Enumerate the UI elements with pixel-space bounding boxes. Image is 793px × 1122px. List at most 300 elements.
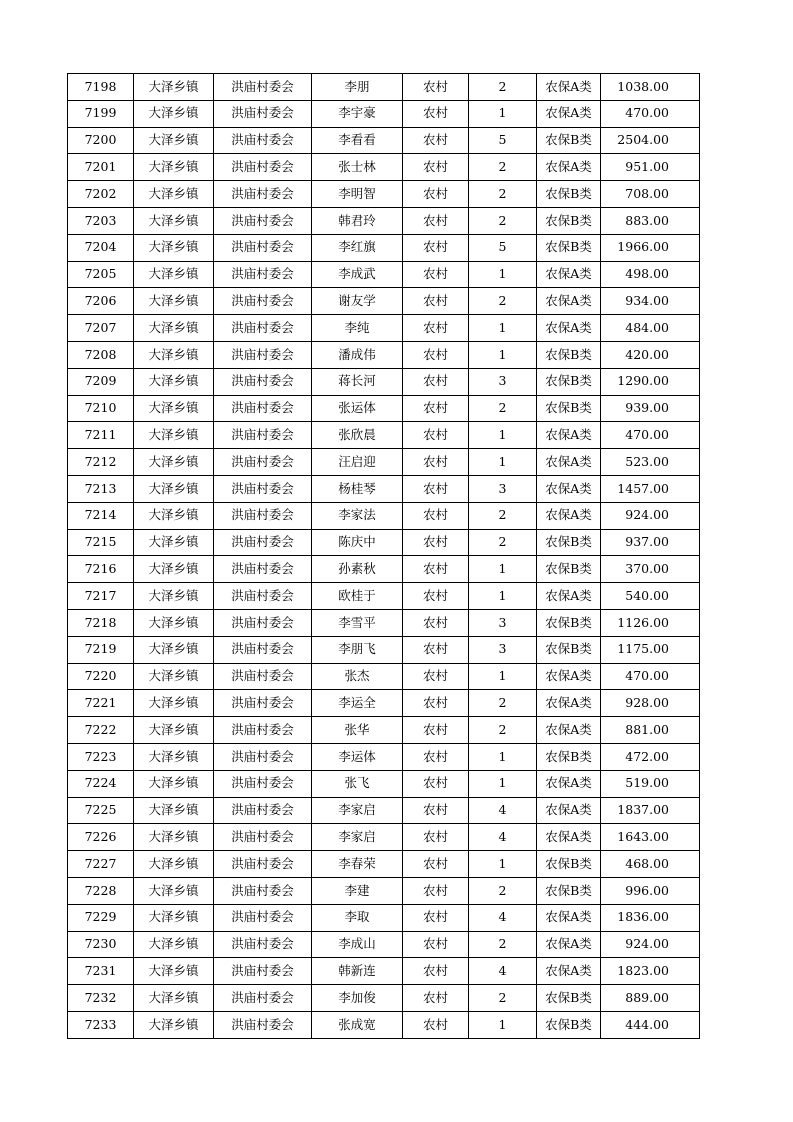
amount-cell: 420.00 — [601, 341, 700, 368]
amount-cell: 498.00 — [601, 261, 700, 288]
village-committee-cell: 洪庙村委会 — [214, 74, 312, 101]
township-cell: 大泽乡镇 — [134, 797, 214, 824]
village-committee-cell: 洪庙村委会 — [214, 368, 312, 395]
household-type-cell: 农村 — [403, 556, 469, 583]
name-cell: 杨桂琴 — [312, 475, 403, 502]
table-row — [68, 207, 700, 234]
amount-cell: 996.00 — [601, 877, 700, 904]
amount-cell: 937.00 — [601, 529, 700, 556]
township-cell: 大泽乡镇 — [134, 181, 214, 208]
person-count-cell: 1 — [469, 315, 537, 342]
serial-number-cell: 7210 — [68, 395, 134, 422]
village-committee-cell: 洪庙村委会 — [214, 904, 312, 931]
township-cell: 大泽乡镇 — [134, 261, 214, 288]
serial-number-cell: 7224 — [68, 770, 134, 797]
village-committee-cell: 洪庙村委会 — [214, 797, 312, 824]
name-cell: 李成山 — [312, 931, 403, 958]
insurance-class-cell: 农保A类 — [537, 100, 601, 127]
insurance-class-cell: 农保B类 — [537, 127, 601, 154]
household-type-cell: 农村 — [403, 824, 469, 851]
name-cell: 李家启 — [312, 824, 403, 851]
township-cell: 大泽乡镇 — [134, 341, 214, 368]
table-row — [68, 127, 700, 154]
name-cell: 李朋 — [312, 74, 403, 101]
person-count-cell: 2 — [469, 985, 537, 1012]
table-row — [68, 797, 700, 824]
insurance-class-cell: 农保B类 — [537, 1011, 601, 1038]
name-cell: 李纯 — [312, 315, 403, 342]
amount-cell: 468.00 — [601, 851, 700, 878]
person-count-cell: 1 — [469, 583, 537, 610]
table-row — [68, 717, 700, 744]
household-type-cell: 农村 — [403, 529, 469, 556]
serial-number-cell: 7225 — [68, 797, 134, 824]
amount-cell: 951.00 — [601, 154, 700, 181]
person-count-cell: 2 — [469, 207, 537, 234]
amount-cell: 924.00 — [601, 931, 700, 958]
amount-cell: 924.00 — [601, 502, 700, 529]
township-cell: 大泽乡镇 — [134, 824, 214, 851]
person-count-cell: 1 — [469, 261, 537, 288]
household-type-cell: 农村 — [403, 931, 469, 958]
insurance-class-cell: 农保B类 — [537, 985, 601, 1012]
insurance-class-cell: 农保A类 — [537, 315, 601, 342]
township-cell: 大泽乡镇 — [134, 127, 214, 154]
insurance-class-cell: 农保A类 — [537, 797, 601, 824]
name-cell: 张欣晨 — [312, 422, 403, 449]
table-row — [68, 74, 700, 101]
township-cell: 大泽乡镇 — [134, 395, 214, 422]
person-count-cell: 1 — [469, 770, 537, 797]
serial-number-cell: 7229 — [68, 904, 134, 931]
name-cell: 李朋飞 — [312, 636, 403, 663]
township-cell: 大泽乡镇 — [134, 100, 214, 127]
person-count-cell: 2 — [469, 502, 537, 529]
insurance-class-cell: 农保A类 — [537, 74, 601, 101]
household-type-cell: 农村 — [403, 636, 469, 663]
village-committee-cell: 洪庙村委会 — [214, 743, 312, 770]
table-row — [68, 636, 700, 663]
household-type-cell: 农村 — [403, 288, 469, 315]
insurance-class-cell: 农保B类 — [537, 181, 601, 208]
serial-number-cell: 7227 — [68, 851, 134, 878]
amount-cell: 484.00 — [601, 315, 700, 342]
village-committee-cell: 洪庙村委会 — [214, 261, 312, 288]
name-cell: 孙素秋 — [312, 556, 403, 583]
person-count-cell: 4 — [469, 797, 537, 824]
township-cell: 大泽乡镇 — [134, 207, 214, 234]
serial-number-cell: 7232 — [68, 985, 134, 1012]
person-count-cell: 2 — [469, 154, 537, 181]
person-count-cell: 2 — [469, 529, 537, 556]
village-committee-cell: 洪庙村委会 — [214, 770, 312, 797]
insurance-class-cell: 农保A类 — [537, 958, 601, 985]
name-cell: 李雪平 — [312, 609, 403, 636]
serial-number-cell: 7219 — [68, 636, 134, 663]
table-row — [68, 181, 700, 208]
household-type-cell: 农村 — [403, 422, 469, 449]
amount-cell: 881.00 — [601, 717, 700, 744]
name-cell: 汪启迎 — [312, 449, 403, 476]
household-type-cell: 农村 — [403, 609, 469, 636]
table-row — [68, 931, 700, 958]
township-cell: 大泽乡镇 — [134, 234, 214, 261]
household-type-cell: 农村 — [403, 690, 469, 717]
household-type-cell: 农村 — [403, 261, 469, 288]
person-count-cell: 2 — [469, 690, 537, 717]
table-row — [68, 877, 700, 904]
insurance-class-cell: 农保A类 — [537, 690, 601, 717]
village-committee-cell: 洪庙村委会 — [214, 288, 312, 315]
serial-number-cell: 7213 — [68, 475, 134, 502]
name-cell: 张成宽 — [312, 1011, 403, 1038]
amount-cell: 470.00 — [601, 663, 700, 690]
village-committee-cell: 洪庙村委会 — [214, 154, 312, 181]
name-cell: 李明智 — [312, 181, 403, 208]
name-cell: 李建 — [312, 877, 403, 904]
amount-cell: 1175.00 — [601, 636, 700, 663]
household-type-cell: 农村 — [403, 449, 469, 476]
township-cell: 大泽乡镇 — [134, 422, 214, 449]
table-row — [68, 985, 700, 1012]
village-committee-cell: 洪庙村委会 — [214, 449, 312, 476]
insurance-class-cell: 农保A类 — [537, 288, 601, 315]
insurance-class-cell: 农保B类 — [537, 234, 601, 261]
amount-cell: 708.00 — [601, 181, 700, 208]
household-type-cell: 农村 — [403, 100, 469, 127]
township-cell: 大泽乡镇 — [134, 717, 214, 744]
household-type-cell: 农村 — [403, 663, 469, 690]
village-committee-cell: 洪庙村委会 — [214, 985, 312, 1012]
insurance-class-cell: 农保A类 — [537, 663, 601, 690]
table-row — [68, 368, 700, 395]
table-row — [68, 743, 700, 770]
township-cell: 大泽乡镇 — [134, 609, 214, 636]
household-type-cell: 农村 — [403, 74, 469, 101]
name-cell: 张飞 — [312, 770, 403, 797]
township-cell: 大泽乡镇 — [134, 851, 214, 878]
village-committee-cell: 洪庙村委会 — [214, 529, 312, 556]
insurance-class-cell: 农保B类 — [537, 529, 601, 556]
person-count-cell: 1 — [469, 851, 537, 878]
household-type-cell: 农村 — [403, 770, 469, 797]
name-cell: 韩新连 — [312, 958, 403, 985]
insurance-class-cell: 农保A类 — [537, 261, 601, 288]
township-cell: 大泽乡镇 — [134, 985, 214, 1012]
amount-cell: 1823.00 — [601, 958, 700, 985]
insurance-class-cell: 农保B类 — [537, 877, 601, 904]
name-cell: 韩君玲 — [312, 207, 403, 234]
village-committee-cell: 洪庙村委会 — [214, 609, 312, 636]
amount-cell: 934.00 — [601, 288, 700, 315]
village-committee-cell: 洪庙村委会 — [214, 663, 312, 690]
amount-cell: 1126.00 — [601, 609, 700, 636]
person-count-cell: 2 — [469, 181, 537, 208]
person-count-cell: 2 — [469, 877, 537, 904]
table-row — [68, 502, 700, 529]
village-committee-cell: 洪庙村委会 — [214, 851, 312, 878]
household-type-cell: 农村 — [403, 207, 469, 234]
person-count-cell: 3 — [469, 609, 537, 636]
person-count-cell: 1 — [469, 663, 537, 690]
ledger-table — [67, 73, 700, 1039]
insurance-class-cell: 农保B类 — [537, 743, 601, 770]
insurance-class-cell: 农保B类 — [537, 851, 601, 878]
household-type-cell: 农村 — [403, 583, 469, 610]
person-count-cell: 1 — [469, 743, 537, 770]
serial-number-cell: 7198 — [68, 74, 134, 101]
name-cell: 李红旗 — [312, 234, 403, 261]
insurance-class-cell: 农保A类 — [537, 583, 601, 610]
serial-number-cell: 7220 — [68, 663, 134, 690]
township-cell: 大泽乡镇 — [134, 368, 214, 395]
insurance-class-cell: 农保A类 — [537, 502, 601, 529]
insurance-class-cell: 农保B类 — [537, 207, 601, 234]
serial-number-cell: 7221 — [68, 690, 134, 717]
township-cell: 大泽乡镇 — [134, 583, 214, 610]
village-committee-cell: 洪庙村委会 — [214, 502, 312, 529]
township-cell: 大泽乡镇 — [134, 770, 214, 797]
table-row — [68, 529, 700, 556]
name-cell: 张杰 — [312, 663, 403, 690]
household-type-cell: 农村 — [403, 234, 469, 261]
village-committee-cell: 洪庙村委会 — [214, 207, 312, 234]
table-row — [68, 851, 700, 878]
village-committee-cell: 洪庙村委会 — [214, 690, 312, 717]
name-cell: 陈庆中 — [312, 529, 403, 556]
household-type-cell: 农村 — [403, 743, 469, 770]
household-type-cell: 农村 — [403, 368, 469, 395]
household-type-cell: 农村 — [403, 904, 469, 931]
household-type-cell: 农村 — [403, 502, 469, 529]
township-cell: 大泽乡镇 — [134, 502, 214, 529]
name-cell: 李家启 — [312, 797, 403, 824]
insurance-class-cell: 农保B类 — [537, 395, 601, 422]
person-count-cell: 3 — [469, 636, 537, 663]
township-cell: 大泽乡镇 — [134, 636, 214, 663]
serial-number-cell: 7201 — [68, 154, 134, 181]
table-row — [68, 904, 700, 931]
serial-number-cell: 7233 — [68, 1011, 134, 1038]
table-row — [68, 261, 700, 288]
amount-cell: 523.00 — [601, 449, 700, 476]
village-committee-cell: 洪庙村委会 — [214, 315, 312, 342]
name-cell: 蒋长河 — [312, 368, 403, 395]
name-cell: 张士林 — [312, 154, 403, 181]
serial-number-cell: 7200 — [68, 127, 134, 154]
amount-cell: 519.00 — [601, 770, 700, 797]
village-committee-cell: 洪庙村委会 — [214, 475, 312, 502]
amount-cell: 1836.00 — [601, 904, 700, 931]
village-committee-cell: 洪庙村委会 — [214, 877, 312, 904]
person-count-cell: 1 — [469, 422, 537, 449]
household-type-cell: 农村 — [403, 1011, 469, 1038]
amount-cell: 1837.00 — [601, 797, 700, 824]
table-row — [68, 770, 700, 797]
table-row — [68, 315, 700, 342]
name-cell: 潘成伟 — [312, 341, 403, 368]
township-cell: 大泽乡镇 — [134, 690, 214, 717]
serial-number-cell: 7211 — [68, 422, 134, 449]
household-type-cell: 农村 — [403, 341, 469, 368]
serial-number-cell: 7205 — [68, 261, 134, 288]
insurance-class-cell: 农保A类 — [537, 154, 601, 181]
village-committee-cell: 洪庙村委会 — [214, 422, 312, 449]
serial-number-cell: 7202 — [68, 181, 134, 208]
serial-number-cell: 7231 — [68, 958, 134, 985]
serial-number-cell: 7228 — [68, 877, 134, 904]
township-cell: 大泽乡镇 — [134, 74, 214, 101]
name-cell: 张运体 — [312, 395, 403, 422]
table-row — [68, 100, 700, 127]
insurance-class-cell: 农保A类 — [537, 931, 601, 958]
name-cell: 李家法 — [312, 502, 403, 529]
table-row — [68, 958, 700, 985]
township-cell: 大泽乡镇 — [134, 743, 214, 770]
name-cell: 谢友学 — [312, 288, 403, 315]
insurance-class-cell: 农保A类 — [537, 770, 601, 797]
village-committee-cell: 洪庙村委会 — [214, 127, 312, 154]
amount-cell: 470.00 — [601, 422, 700, 449]
village-committee-cell: 洪庙村委会 — [214, 1011, 312, 1038]
person-count-cell: 1 — [469, 341, 537, 368]
household-type-cell: 农村 — [403, 851, 469, 878]
village-committee-cell: 洪庙村委会 — [214, 341, 312, 368]
village-committee-cell: 洪庙村委会 — [214, 181, 312, 208]
township-cell: 大泽乡镇 — [134, 154, 214, 181]
household-type-cell: 农村 — [403, 181, 469, 208]
name-cell: 李运全 — [312, 690, 403, 717]
household-type-cell: 农村 — [403, 395, 469, 422]
serial-number-cell: 7203 — [68, 207, 134, 234]
table-row — [68, 475, 700, 502]
township-cell: 大泽乡镇 — [134, 904, 214, 931]
village-committee-cell: 洪庙村委会 — [214, 958, 312, 985]
township-cell: 大泽乡镇 — [134, 877, 214, 904]
ledger-body — [68, 74, 700, 1039]
insurance-class-cell: 农保A类 — [537, 717, 601, 744]
household-type-cell: 农村 — [403, 717, 469, 744]
village-committee-cell: 洪庙村委会 — [214, 824, 312, 851]
amount-cell: 370.00 — [601, 556, 700, 583]
table-row — [68, 583, 700, 610]
table-row — [68, 395, 700, 422]
insurance-class-cell: 农保A类 — [537, 824, 601, 851]
household-type-cell: 农村 — [403, 958, 469, 985]
table-row — [68, 1011, 700, 1038]
household-type-cell: 农村 — [403, 797, 469, 824]
insurance-class-cell: 农保A类 — [537, 449, 601, 476]
person-count-cell: 1 — [469, 449, 537, 476]
table-row — [68, 234, 700, 261]
person-count-cell: 1 — [469, 100, 537, 127]
table-row — [68, 690, 700, 717]
household-type-cell: 农村 — [403, 877, 469, 904]
household-type-cell: 农村 — [403, 127, 469, 154]
table-row — [68, 556, 700, 583]
name-cell: 李春荣 — [312, 851, 403, 878]
township-cell: 大泽乡镇 — [134, 958, 214, 985]
table-row — [68, 422, 700, 449]
township-cell: 大泽乡镇 — [134, 475, 214, 502]
township-cell: 大泽乡镇 — [134, 556, 214, 583]
amount-cell: 1290.00 — [601, 368, 700, 395]
serial-number-cell: 7209 — [68, 368, 134, 395]
table-row — [68, 824, 700, 851]
name-cell: 欧桂于 — [312, 583, 403, 610]
household-type-cell: 农村 — [403, 475, 469, 502]
township-cell: 大泽乡镇 — [134, 449, 214, 476]
insurance-class-cell: 农保A类 — [537, 475, 601, 502]
amount-cell: 470.00 — [601, 100, 700, 127]
serial-number-cell: 7208 — [68, 341, 134, 368]
person-count-cell: 2 — [469, 74, 537, 101]
serial-number-cell: 7230 — [68, 931, 134, 958]
serial-number-cell: 7212 — [68, 449, 134, 476]
serial-number-cell: 7204 — [68, 234, 134, 261]
table-row — [68, 288, 700, 315]
table-row — [68, 449, 700, 476]
name-cell: 李运体 — [312, 743, 403, 770]
name-cell: 李加俊 — [312, 985, 403, 1012]
person-count-cell: 2 — [469, 717, 537, 744]
serial-number-cell: 7216 — [68, 556, 134, 583]
amount-cell: 883.00 — [601, 207, 700, 234]
table-row — [68, 609, 700, 636]
township-cell: 大泽乡镇 — [134, 529, 214, 556]
township-cell: 大泽乡镇 — [134, 288, 214, 315]
township-cell: 大泽乡镇 — [134, 315, 214, 342]
insurance-class-cell: 农保B类 — [537, 368, 601, 395]
name-cell: 李成武 — [312, 261, 403, 288]
amount-cell: 2504.00 — [601, 127, 700, 154]
amount-cell: 939.00 — [601, 395, 700, 422]
person-count-cell: 3 — [469, 475, 537, 502]
person-count-cell: 5 — [469, 127, 537, 154]
village-committee-cell: 洪庙村委会 — [214, 931, 312, 958]
person-count-cell: 4 — [469, 904, 537, 931]
table-row — [68, 341, 700, 368]
township-cell: 大泽乡镇 — [134, 931, 214, 958]
amount-cell: 444.00 — [601, 1011, 700, 1038]
person-count-cell: 3 — [469, 368, 537, 395]
village-committee-cell: 洪庙村委会 — [214, 100, 312, 127]
insurance-class-cell: 农保B类 — [537, 341, 601, 368]
village-committee-cell: 洪庙村委会 — [214, 234, 312, 261]
serial-number-cell: 7222 — [68, 717, 134, 744]
table-row — [68, 663, 700, 690]
insurance-class-cell: 农保A类 — [537, 422, 601, 449]
name-cell: 李宇豪 — [312, 100, 403, 127]
village-committee-cell: 洪庙村委会 — [214, 583, 312, 610]
amount-cell: 1643.00 — [601, 824, 700, 851]
village-committee-cell: 洪庙村委会 — [214, 717, 312, 744]
amount-cell: 1966.00 — [601, 234, 700, 261]
serial-number-cell: 7218 — [68, 609, 134, 636]
person-count-cell: 1 — [469, 556, 537, 583]
household-type-cell: 农村 — [403, 154, 469, 181]
amount-cell: 928.00 — [601, 690, 700, 717]
amount-cell: 1038.00 — [601, 74, 700, 101]
serial-number-cell: 7206 — [68, 288, 134, 315]
serial-number-cell: 7214 — [68, 502, 134, 529]
person-count-cell: 4 — [469, 958, 537, 985]
person-count-cell: 2 — [469, 931, 537, 958]
name-cell: 李取 — [312, 904, 403, 931]
household-type-cell: 农村 — [403, 985, 469, 1012]
village-committee-cell: 洪庙村委会 — [214, 556, 312, 583]
name-cell: 张华 — [312, 717, 403, 744]
